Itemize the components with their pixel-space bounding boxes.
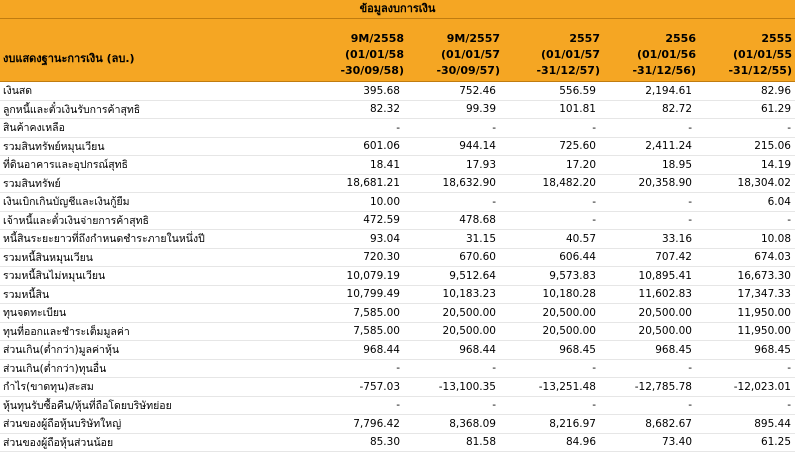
row-value: 84.96 — [565, 436, 596, 449]
row-value: 752.46 — [459, 84, 496, 97]
row-value: - — [592, 214, 596, 227]
table-row — [0, 230, 795, 249]
row-value: 968.44 — [363, 343, 400, 356]
row-value: 7,796.42 — [353, 417, 400, 430]
row-label: หนี้สินระยะยาวที่ถึงกำหนดชำระภายในหนึ่งปี — [3, 233, 205, 246]
row-value: 17.20 — [565, 158, 596, 171]
row-label: รวมสินทรัพย์หมุนเวียน — [3, 140, 105, 153]
table-row — [0, 433, 795, 452]
row-label: ส่วนเกิน(ต่ำกว่า)มูลค่าหุ้น — [3, 344, 120, 357]
table-row — [0, 415, 795, 434]
row-value: 670.60 — [459, 251, 496, 264]
table-row — [0, 174, 795, 193]
row-value: 10,895.41 — [638, 269, 692, 282]
row-value: -12,785.78 — [634, 380, 692, 393]
row-value: - — [592, 195, 596, 208]
row-value: - — [592, 399, 596, 412]
row-label: สินค้าคงเหลือ — [3, 122, 65, 135]
row-label: รวมสินทรัพย์ — [3, 177, 61, 190]
row-label: รวมหนี้สินไม่หมุนเวียน — [3, 270, 106, 283]
row-value: 20,500.00 — [442, 325, 496, 338]
row-value: 968.44 — [459, 343, 496, 356]
row-label: เจ้าหนี้และตั๋วเงินจ่ายการค้าสุทธิ — [3, 214, 149, 227]
row-value: - — [688, 362, 692, 375]
table-row — [0, 137, 795, 156]
row-value: 11,950.00 — [737, 306, 791, 319]
row-value: 968.45 — [754, 343, 791, 356]
row-value: - — [688, 214, 692, 227]
row-value: 20,500.00 — [442, 306, 496, 319]
row-value: 18,632.90 — [442, 177, 496, 190]
row-value: 9,512.64 — [449, 269, 496, 282]
row-value: 82.96 — [760, 84, 791, 97]
row-label: ลูกหนี้และตั๋วเงินรับการค้าสุทธิ — [3, 103, 141, 116]
row-value: 17,347.33 — [737, 288, 791, 301]
table-row — [0, 267, 795, 286]
table-row — [0, 248, 795, 267]
row-value: - — [492, 195, 496, 208]
row-value: 17.93 — [465, 158, 496, 171]
row-value: 10,180.28 — [542, 288, 596, 301]
row-label: ทุนจดทะเบียน — [3, 307, 67, 320]
row-value: - — [787, 399, 791, 412]
row-value: 99.39 — [465, 103, 496, 116]
row-value: 101.81 — [559, 103, 596, 116]
row-label: รวมหนี้สิน — [3, 288, 50, 301]
row-value: 8,368.09 — [449, 417, 496, 430]
column-header-2555: 2555 (01/01/55 -31/12/55) — [728, 32, 792, 77]
row-value: - — [787, 121, 791, 134]
row-value: -13,251.48 — [538, 380, 596, 393]
row-value: 33.16 — [661, 232, 692, 245]
row-value: 2,194.61 — [645, 84, 692, 97]
row-value: 10,799.49 — [346, 288, 400, 301]
row-value: 16,673.30 — [737, 269, 791, 282]
table-row — [0, 359, 795, 378]
table-row — [0, 119, 795, 138]
row-label: กำไร(ขาดทุน)สะสม — [3, 381, 94, 394]
table-row — [0, 156, 795, 175]
table-row — [0, 285, 795, 304]
row-label: ที่ดินอาคารและอุปกรณ์สุทธิ — [3, 159, 128, 172]
row-value: 81.58 — [465, 436, 496, 449]
row-value: 720.30 — [363, 251, 400, 264]
row-value: 10,183.23 — [442, 288, 496, 301]
row-value: -757.03 — [359, 380, 400, 393]
row-value: 968.45 — [655, 343, 692, 356]
row-value: - — [396, 362, 400, 375]
row-value: 40.57 — [565, 232, 596, 245]
column-header-9m2557: 9M/2557 (01/01/57 -30/09/57) — [436, 32, 500, 77]
row-value: 20,500.00 — [542, 306, 596, 319]
row-value: 20,500.00 — [638, 306, 692, 319]
financial-table — [0, 82, 795, 452]
row-value: - — [396, 121, 400, 134]
column-header-9m2558: 9M/2558 (01/01/58 -30/09/58) — [340, 32, 404, 77]
row-label: หุ้นทุนรับซื้อคืน/หุ้นที่ถือโดยบริษัทย่อย — [3, 399, 172, 412]
row-value: 31.15 — [465, 232, 496, 245]
row-value: 478.68 — [459, 214, 496, 227]
table-row — [0, 378, 795, 397]
row-value: 93.04 — [369, 232, 400, 245]
table-row — [0, 322, 795, 341]
table-row — [0, 341, 795, 360]
table-row — [0, 211, 795, 230]
row-value: 606.44 — [559, 251, 596, 264]
row-value: - — [492, 121, 496, 134]
row-value: - — [492, 399, 496, 412]
row-value: 556.59 — [559, 84, 596, 97]
row-label: ส่วนเกิน(ต่ำกว่า)ทุนอื่น — [3, 362, 107, 375]
row-value: 18.95 — [661, 158, 692, 171]
row-value: - — [688, 121, 692, 134]
row-value: 61.25 — [760, 436, 791, 449]
row-value: - — [688, 195, 692, 208]
row-value: 395.68 — [363, 84, 400, 97]
row-value: 707.42 — [655, 251, 692, 264]
table-row — [0, 304, 795, 323]
row-value: 20,500.00 — [542, 325, 596, 338]
row-value: 82.32 — [369, 103, 400, 116]
table-row — [0, 82, 795, 100]
row-value: 18,681.21 — [346, 177, 400, 190]
row-value: 895.44 — [754, 417, 791, 430]
row-label: รวมหนี้สินหมุนเวียน — [3, 251, 93, 264]
row-value: -13,100.35 — [438, 380, 496, 393]
row-value: 20,500.00 — [638, 325, 692, 338]
row-value: 18,482.20 — [542, 177, 596, 190]
table-row — [0, 193, 795, 212]
row-header-label: งบแสดงฐานะการเงิน (ลบ.) — [3, 52, 135, 65]
row-value: 601.06 — [363, 140, 400, 153]
row-value: - — [787, 214, 791, 227]
row-label: ทุนที่ออกและชำระเต็มมูลค่า — [3, 325, 130, 338]
row-value: 10,079.19 — [346, 269, 400, 282]
row-value: 7,585.00 — [353, 325, 400, 338]
row-value: - — [592, 362, 596, 375]
row-value: 11,950.00 — [737, 325, 791, 338]
table-header — [0, 19, 795, 82]
row-value: 944.14 — [459, 140, 496, 153]
row-value: 18,304.02 — [737, 177, 791, 190]
row-value: 725.60 — [559, 140, 596, 153]
row-value: - — [688, 399, 692, 412]
row-value: 472.59 — [363, 214, 400, 227]
row-value: 968.45 — [559, 343, 596, 356]
row-value: 6.04 — [767, 195, 791, 208]
row-value: 82.72 — [661, 103, 692, 116]
row-value: 8,216.97 — [549, 417, 596, 430]
row-value: 85.30 — [369, 436, 400, 449]
table-row — [0, 396, 795, 415]
column-header-2557: 2557 (01/01/57 -31/12/57) — [536, 32, 600, 77]
row-value: - — [787, 362, 791, 375]
section-title: ข้อมูลงบการเงิน — [0, 0, 795, 19]
row-value: - — [492, 362, 496, 375]
row-value: 10.00 — [369, 195, 400, 208]
row-value: 8,682.67 — [645, 417, 692, 430]
row-value: - — [396, 399, 400, 412]
row-label: เงินสด — [3, 85, 33, 98]
row-value: 10.08 — [760, 232, 791, 245]
row-value: -12,023.01 — [733, 380, 791, 393]
row-value: 20,358.90 — [638, 177, 692, 190]
row-value: 2,411.24 — [645, 140, 692, 153]
row-value: 674.03 — [754, 251, 791, 264]
row-value: 215.06 — [754, 140, 791, 153]
row-value: 9,573.83 — [549, 269, 596, 282]
row-value: 73.40 — [661, 436, 692, 449]
row-value: 18.41 — [369, 158, 400, 171]
row-value: 14.19 — [760, 158, 791, 171]
row-value: 61.29 — [760, 103, 791, 116]
row-value: 11,602.83 — [638, 288, 692, 301]
row-label: ส่วนของผู้ถือหุ้นบริษัทใหญ่ — [3, 418, 122, 431]
column-header-2556: 2556 (01/01/56 -31/12/56) — [632, 32, 696, 77]
row-value: 7,585.00 — [353, 306, 400, 319]
table-row — [0, 100, 795, 119]
row-label: ส่วนของผู้ถือหุ้นส่วนน้อย — [3, 436, 114, 449]
row-value: - — [592, 121, 596, 134]
row-label: เงินเบิกเกินบัญชีและเงินกู้ยืม — [3, 196, 130, 209]
